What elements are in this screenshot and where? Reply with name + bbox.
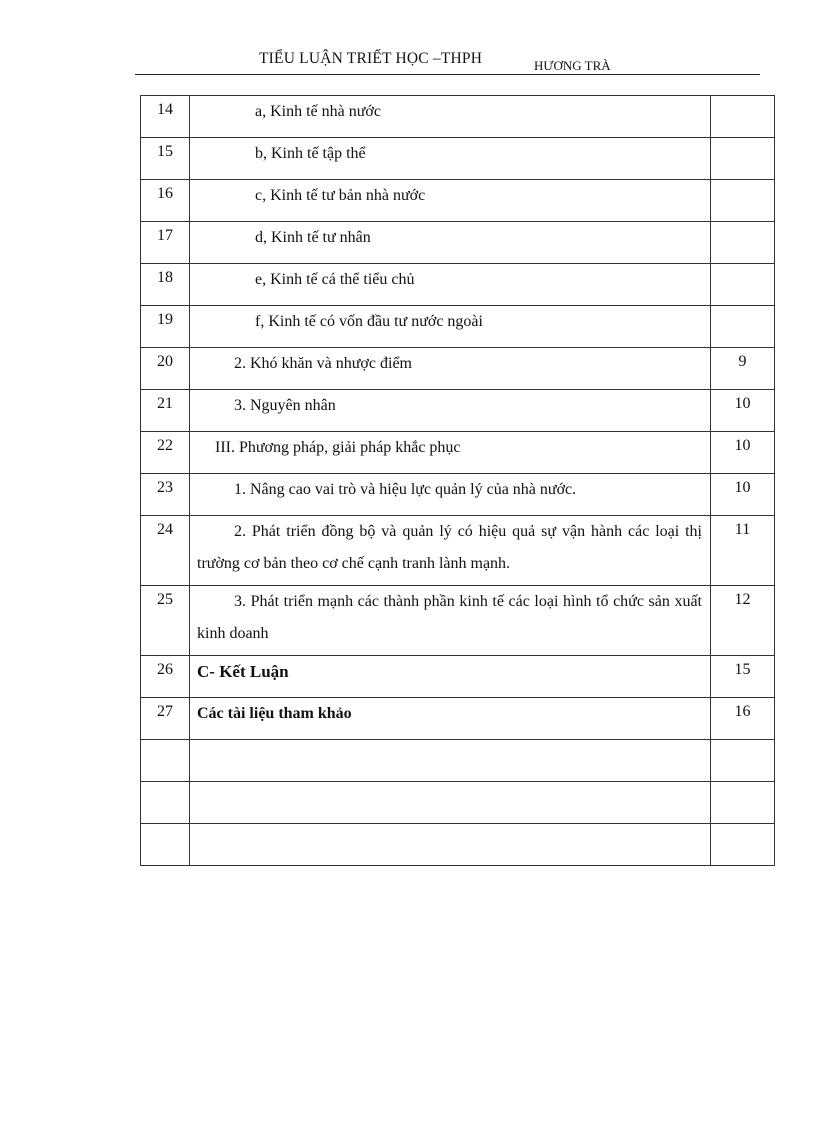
header-title: TIỂU LUẬN TRIẾT HỌC –THPH: [259, 50, 483, 67]
empty-cell: [141, 782, 190, 824]
row-title-text: 3. Nguyên nhân: [234, 397, 336, 414]
row-page: 16: [711, 698, 775, 740]
row-title-text: 1. Nâng cao vai trò và hiệu lực quản lý của nhà nước.: [234, 481, 577, 498]
row-page: [711, 222, 775, 264]
toc-row: [141, 96, 775, 138]
toc-row: [141, 516, 775, 586]
toc-row: [141, 264, 775, 306]
row-title: [190, 180, 711, 222]
row-title-text: III. Phương pháp, giải pháp khắc phục: [215, 439, 461, 456]
row-page: 10: [711, 432, 775, 474]
row-page: 9: [711, 348, 775, 390]
row-title: [190, 222, 711, 264]
row-number: 16: [141, 180, 190, 222]
table-of-contents: [140, 95, 775, 866]
row-page: 11: [711, 516, 775, 586]
row-page: 12: [711, 586, 775, 656]
toc-row: [141, 222, 775, 264]
row-title-text: d, Kinh tế tư nhân: [255, 229, 371, 246]
empty-cell: [190, 740, 711, 782]
row-page: 10: [711, 474, 775, 516]
row-title-text: Các tài liệu tham khảo: [190, 698, 711, 740]
row-page: [711, 180, 775, 222]
row-title: [190, 306, 711, 348]
row-number: 17: [141, 222, 190, 264]
row-title-text: e, Kinh tế cá thể tiểu chủ: [255, 271, 415, 288]
empty-cell: [141, 824, 190, 866]
toc-row: [141, 698, 775, 740]
toc-row: [141, 348, 775, 390]
row-page: 15: [711, 656, 775, 698]
row-title-text: C- Kết Luận: [190, 656, 711, 698]
page-header: [135, 48, 760, 75]
row-number: 26: [141, 656, 190, 698]
toc-row: [141, 180, 775, 222]
row-number: 22: [141, 432, 190, 474]
row-number: 15: [141, 138, 190, 180]
row-title: [190, 474, 711, 516]
row-title: [190, 264, 711, 306]
empty-cell: [190, 782, 711, 824]
row-page: [711, 138, 775, 180]
row-title-text: 3. Phát triển mạnh các thành phần kinh tế các loại hình tổ chức sản xuất kinh doanh: [190, 586, 711, 656]
row-page: [711, 306, 775, 348]
empty-cell: [711, 782, 775, 824]
row-title-text: f, Kinh tế có vốn đầu tư nước ngoài: [255, 313, 483, 330]
empty-cell: [711, 824, 775, 866]
row-page: 10: [711, 390, 775, 432]
row-number: 27: [141, 698, 190, 740]
row-number: 25: [141, 586, 190, 656]
row-number: 21: [141, 390, 190, 432]
empty-cell: [141, 740, 190, 782]
toc-row: [141, 390, 775, 432]
row-title: [190, 96, 711, 138]
row-title-text: 2. Khó khăn và nhược điểm: [234, 355, 412, 372]
toc-row: [141, 656, 775, 698]
row-number: 23: [141, 474, 190, 516]
row-number: 18: [141, 264, 190, 306]
toc-row: [141, 138, 775, 180]
empty-row: [141, 782, 775, 824]
row-page: [711, 96, 775, 138]
empty-cell: [711, 740, 775, 782]
row-number: 20: [141, 348, 190, 390]
empty-cell: [190, 824, 711, 866]
row-number: 19: [141, 306, 190, 348]
row-title: [190, 432, 711, 474]
row-title-text: c, Kinh tế tư bản nhà nước: [255, 187, 426, 204]
toc-row: [141, 586, 775, 656]
row-page: [711, 264, 775, 306]
row-title-text: a, Kinh tế nhà nước: [255, 103, 381, 120]
toc-row: [141, 432, 775, 474]
toc-row: [141, 474, 775, 516]
row-title-text: b, Kinh tế tập thể: [255, 145, 366, 162]
row-title-text: 2. Phát triển đồng bộ và quản lý có hiệu quả sự vận hành các loại thị trường cơ bản theo cơ chế cạnh tranh lành mạnh.: [190, 516, 711, 586]
row-title: [190, 348, 711, 390]
toc-row: [141, 306, 775, 348]
empty-row: [141, 824, 775, 866]
empty-row: [141, 740, 775, 782]
row-number: 24: [141, 516, 190, 586]
row-title: [190, 138, 711, 180]
row-number: 14: [141, 96, 190, 138]
row-title: [190, 390, 711, 432]
header-author: HƯƠNG TRÀ: [534, 58, 611, 73]
